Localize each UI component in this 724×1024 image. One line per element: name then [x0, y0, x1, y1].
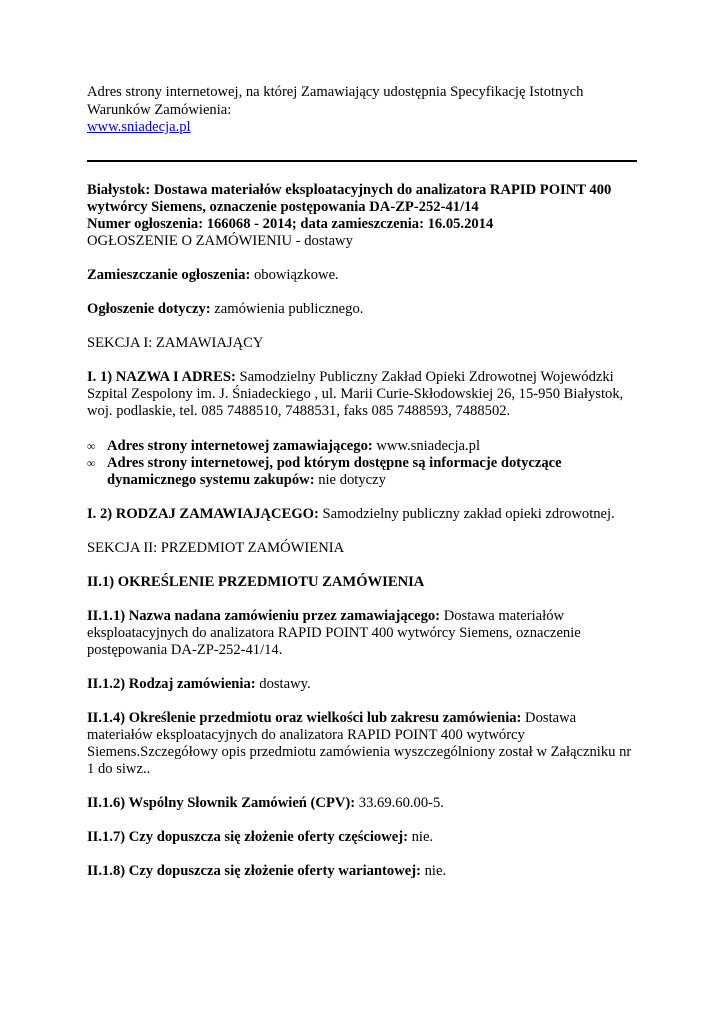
item-value: Dostawa materiałów eksploatacyjnych do analizatora RAPID POINT 400 wytwórcy Siemens.Szczegółowy opis przedmiotu zamówienia wyszczególniony został w Załączniku nr 1 do siwz..: [87, 709, 632, 777]
bullet-value: nie dotyczy: [314, 471, 386, 488]
item-value: nie.: [407, 828, 434, 845]
concerns-field: [87, 301, 642, 318]
placement-label: Zamieszczanie ogłoszenia:: [87, 266, 251, 283]
section-2-item: [87, 608, 642, 659]
bullet-label: Adres strony internetowej, pod którym dostępne są informacje dotyczące dynamicznego systemu zakupów:: [107, 454, 562, 488]
section-2-item: [87, 710, 642, 778]
name-address-label: I. 1) NAZWA I ADRES:: [87, 368, 236, 385]
item-value: 33.69.60.00-5.: [355, 794, 444, 811]
item-value: Dostawa materiałów eksploatacyjnych do analizatora RAPID POINT 400 wytwórcy Siemens, oznaczenie postępowania DA-ZP-252-41/14.: [87, 607, 581, 658]
placement-field: [87, 267, 642, 284]
authority-kind-label: I. 2) RODZAJ ZAMAWIAJĄCEGO:: [87, 505, 319, 522]
horizontal-divider: [87, 160, 637, 162]
item-value: nie.: [420, 862, 447, 879]
name-address-value: Samodzielny Publiczny Zakład Opieki Zdrowotnej Wojewódzki Szpital Zespolony im. J. Śniadeckiego , ul. Marii Curie-Skłodowskiej 26, 15-950 Białystok, woj. podlaskie, tel. 085 7488510, 7488531, faks 085 7488593, 7488502.: [87, 368, 624, 419]
name-address-field: [87, 369, 642, 420]
section-2-item: [87, 829, 642, 846]
document-page: [87, 84, 642, 880]
infinity-bullet-icon: ∞: [87, 438, 96, 453]
item-label: II.1.1) Nazwa nadana zamówieniu przez zamawiającego:: [87, 607, 441, 624]
section-2-item: [87, 863, 642, 880]
infinity-bullet-icon: ∞: [87, 455, 96, 470]
section-2-heading: SEKCJA II: PRZEDMIOT ZAMÓWIENIA: [87, 539, 345, 556]
announcement-type: OGŁOSZENIE O ZAMÓWIENIU - dostawy: [87, 232, 353, 249]
bullet-label: Adres strony internetowej zamawiającego:: [107, 437, 373, 454]
list-item: [87, 455, 642, 489]
intro-statement: Adres strony internetowej, na której Zamawiający udostępnia Specyfikację Istotnych Warunków Zamówienia:: [87, 84, 584, 118]
section-2-item: [87, 676, 642, 693]
contact-bullet-list: [87, 438, 642, 489]
announcement-title: Białystok: Dostawa materiałów eksploatacyjnych do analizatora RAPID POINT 400 wytwórcy Siemens, oznaczenie postępowania DA-ZP-252-41/14: [87, 181, 612, 215]
bullet-value: www.sniadecja.pl: [372, 437, 480, 454]
placement-value: obowiązkowe.: [250, 266, 339, 283]
intro-text: [87, 84, 642, 137]
item-label: II.1.2) Rodzaj zamówienia:: [87, 675, 256, 692]
item-label: II.1.7) Czy dopuszcza się złożenie oferty częściowej:: [87, 828, 408, 845]
authority-kind-value: Samodzielny publiczny zakład opieki zdrowotnej.: [318, 505, 615, 522]
announcement-number: Numer ogłoszenia: 166068 - 2014; data zamieszczenia: 16.05.2014: [87, 215, 494, 232]
item-label: II.1.6) Wspólny Słownik Zamówień (CPV):: [87, 794, 356, 811]
subject-definition-heading: II.1) OKREŚLENIE PRZEDMIOTU ZAMÓWIENIA: [87, 573, 425, 590]
section-2-item: [87, 795, 642, 812]
authority-kind-field: [87, 506, 642, 523]
item-label: II.1.8) Czy dopuszcza się złożenie oferty wariantowej:: [87, 862, 421, 879]
announcement-header: [87, 182, 642, 250]
concerns-label: Ogłoszenie dotyczy:: [87, 300, 211, 317]
list-item: [87, 438, 642, 455]
siwz-website-link[interactable]: www.sniadecja.pl: [87, 119, 191, 135]
item-value: dostawy.: [255, 675, 311, 692]
item-label: II.1.4) Określenie przedmiotu oraz wielkości lub zakresu zamówienia:: [87, 709, 522, 726]
concerns-value: zamówienia publicznego.: [210, 300, 364, 317]
section-1-heading: SEKCJA I: ZAMAWIAJĄCY: [87, 334, 264, 351]
